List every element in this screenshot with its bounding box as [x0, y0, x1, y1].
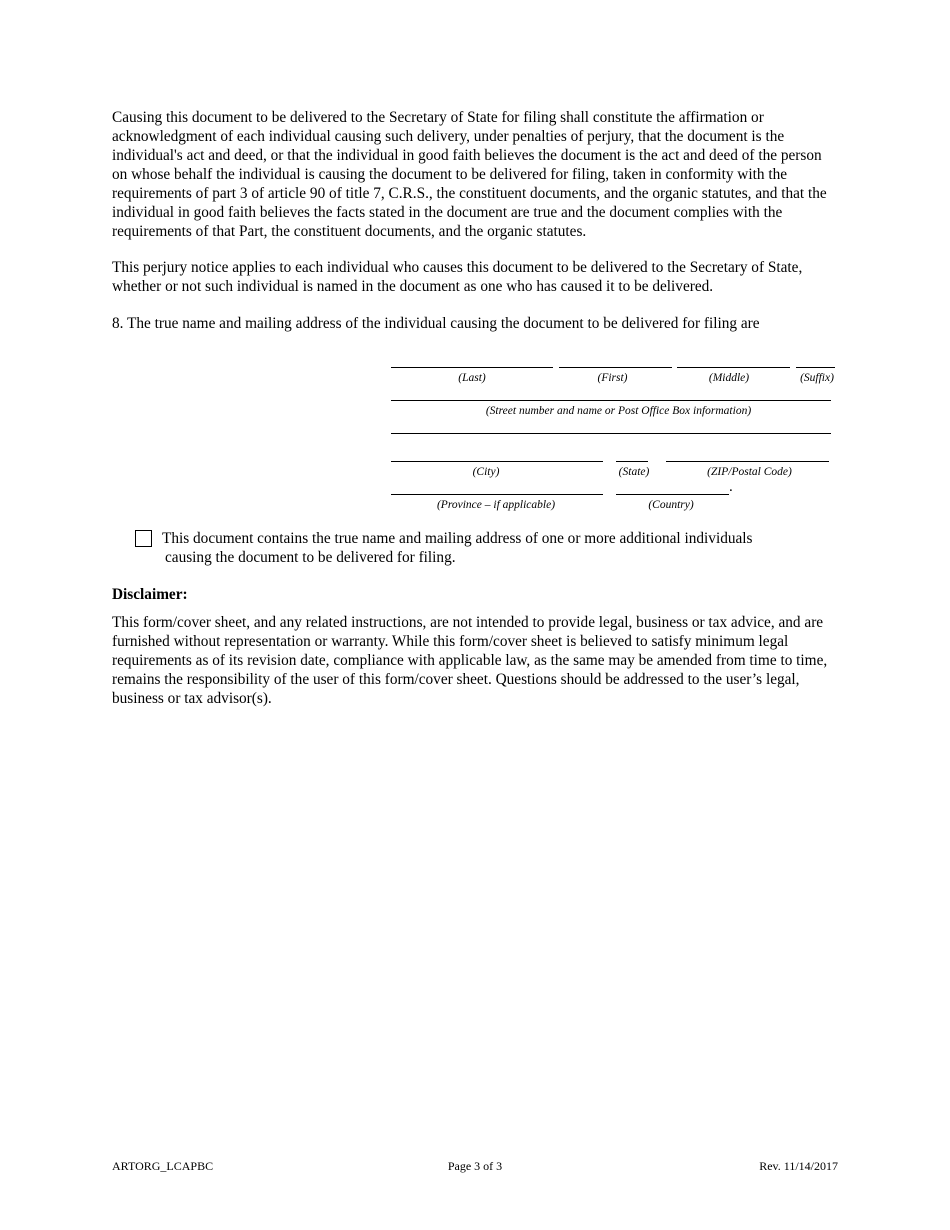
- item-8-instruction: 8. The true name and mailing address of the individual causing the document to be delivered for filing are: [112, 315, 760, 332]
- last-name-field[interactable]: [391, 367, 553, 368]
- disclaimer-heading: Disclaimer:: [112, 586, 188, 603]
- street-address-line-2-field[interactable]: [391, 433, 831, 434]
- affirmation-paragraph: Causing this document to be delivered to the Secretary of State for filing shall constitute the affirmation or acknowledgment of each individual causing such delivery, under penalties of perjury, that the document is the individual's act and deed, or that the individual in good faith believes the document is the act and deed of the person on whose behalf the individual is causing the document to be delivered for filing, taken in conformity with the requirements of part 3 of article 90 of title 7, C.R.S., the constituent documents, and the organic statutes, and that the individual in good faith believes the facts stated in the document are true and the document complies with the requirements of that Part, the constituent documents, and the organic statutes.: [112, 109, 827, 240]
- country-field[interactable]: [616, 494, 729, 495]
- perjury-notice-paragraph: This perjury notice applies to each individual who causes this document to be delivered to the Secretary of State, whether or not such individual is named in the document as one who has caused it to be delivered.: [112, 259, 803, 295]
- last-name-label: (Last): [458, 372, 486, 384]
- zip-code-field[interactable]: [666, 461, 829, 462]
- footer-form-id: ARTORG_LCAPBC: [112, 1159, 214, 1173]
- middle-name-label: (Middle): [708, 372, 750, 384]
- middle-name-field[interactable]: [677, 367, 790, 368]
- suffix-field[interactable]: [796, 367, 835, 368]
- state-label: (State): [618, 466, 650, 478]
- street-address-label: (Street number and name or Post Office Box information): [485, 405, 752, 417]
- city-field[interactable]: [391, 461, 603, 462]
- additional-individuals-text: [162, 529, 822, 567]
- country-field-period: .: [729, 479, 733, 495]
- additional-individuals-text-line-2: causing the document to be delivered for filing.: [165, 549, 456, 566]
- state-field[interactable]: [616, 461, 648, 462]
- disclaimer-paragraph: This form/cover sheet, and any related instructions, are not intended to provide legal, business or tax advice, and are furnished without representation or warranty. While this form/cover sheet is believed to satisfy minimum legal requirements as of its revision date, compliance with applicable law, as the same may be amended from time to time, remains the responsibility of the user of this form/cover sheet. Questions should be addressed to the user’s legal, business or tax advisor(s).: [112, 614, 828, 707]
- additional-individuals-checkbox[interactable]: [135, 530, 152, 547]
- country-label: (Country): [648, 499, 694, 511]
- province-field[interactable]: [391, 494, 603, 495]
- additional-individuals-text-line-1: This document contains the true name and mailing address of one or more additional individuals: [162, 530, 753, 547]
- footer-page-number: Page 3 of 3: [447, 1159, 503, 1173]
- province-label: (Province – if applicable): [436, 499, 556, 511]
- suffix-label: (Suffix): [800, 372, 834, 384]
- footer-revision-date: Rev. 11/14/2017: [759, 1159, 838, 1173]
- first-name-field[interactable]: [559, 367, 672, 368]
- zip-code-label: (ZIP/Postal Code): [707, 466, 792, 478]
- first-name-label: (First): [597, 372, 628, 384]
- city-label: (City): [472, 466, 500, 478]
- street-address-field[interactable]: [391, 400, 831, 401]
